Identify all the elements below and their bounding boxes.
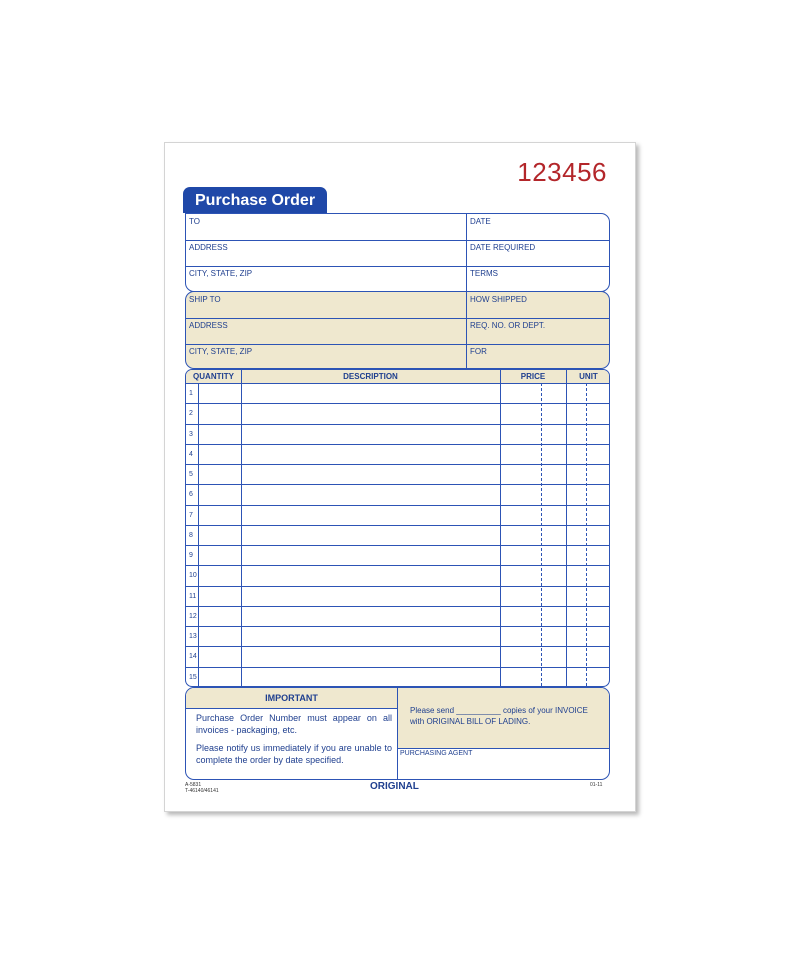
table-row[interactable] bbox=[186, 506, 609, 526]
table-row[interactable] bbox=[186, 587, 609, 607]
ship-to-label: SHIP TO bbox=[189, 295, 221, 304]
row-number: 12 bbox=[189, 612, 197, 620]
product-code: T-46140/46141 bbox=[185, 788, 219, 794]
table-row[interactable] bbox=[186, 404, 609, 424]
table-row[interactable] bbox=[186, 668, 609, 688]
row-number: 15 bbox=[189, 673, 197, 681]
row-number: 5 bbox=[189, 471, 193, 478]
ship-to-section bbox=[185, 291, 610, 369]
req-no-label: REQ. NO. OR DEPT. bbox=[470, 321, 546, 330]
how-shipped-label: HOW SHIPPED bbox=[470, 295, 527, 304]
important-text-2: Please notify us immediately if you are unable to complete the order by date specified. bbox=[196, 743, 392, 765]
row-number: 4 bbox=[189, 450, 193, 458]
to-row[interactable] bbox=[186, 214, 609, 241]
quantity-header: QUANTITY bbox=[186, 370, 241, 383]
ship-address-label: ADDRESS bbox=[189, 321, 228, 330]
city-state-zip-row[interactable] bbox=[186, 266, 609, 292]
revision-code: 01-11 bbox=[590, 782, 603, 788]
notes-section bbox=[185, 687, 610, 780]
row-number: 1 bbox=[189, 390, 193, 397]
form-code: A-5831 bbox=[185, 782, 202, 788]
table-row[interactable] bbox=[186, 384, 609, 404]
important-heading: IMPORTANT bbox=[186, 688, 397, 709]
ship-city-row[interactable] bbox=[186, 344, 609, 369]
row-number: 14 bbox=[189, 653, 197, 661]
row-number: 7 bbox=[189, 511, 193, 519]
form-number: 123456 bbox=[517, 157, 607, 187]
date-label: DATE bbox=[470, 217, 491, 226]
table-row[interactable] bbox=[186, 647, 609, 667]
row-number: 6 bbox=[189, 491, 193, 499]
row-number: 3 bbox=[189, 430, 193, 438]
row-number: 8 bbox=[189, 531, 193, 539]
ship-city-label: CITY, STATE, ZIP bbox=[189, 347, 253, 356]
form-title: Purchase Order bbox=[183, 187, 327, 213]
row-number: 2 bbox=[189, 410, 193, 418]
description-header: DESCRIPTION bbox=[241, 370, 500, 383]
row-number: 11 bbox=[189, 592, 197, 600]
purchasing-agent-field[interactable] bbox=[397, 748, 609, 779]
table-row[interactable] bbox=[186, 465, 609, 485]
ship-address-row[interactable] bbox=[186, 318, 609, 345]
row-number: 9 bbox=[189, 552, 193, 559]
table-row[interactable] bbox=[186, 485, 609, 505]
table-row[interactable] bbox=[186, 425, 609, 445]
table-row[interactable] bbox=[186, 546, 609, 566]
items-table bbox=[185, 369, 610, 687]
city-state-zip-label: CITY, STATE, ZIP bbox=[189, 269, 253, 278]
to-label: TO bbox=[189, 217, 200, 226]
ship-to-row[interactable] bbox=[186, 292, 609, 319]
date-required-label: DATE REQUIRED bbox=[470, 243, 536, 252]
address-row[interactable] bbox=[186, 240, 609, 267]
row-number: 13 bbox=[189, 633, 197, 640]
bill-to-section bbox=[185, 213, 610, 292]
table-row[interactable] bbox=[186, 627, 609, 647]
important-text-1: Purchase Order Number must appear on all invoices - packaging, etc. bbox=[196, 713, 392, 735]
terms-label: TERMS bbox=[470, 269, 498, 278]
address-label: ADDRESS bbox=[189, 243, 228, 252]
price-header: PRICE bbox=[500, 370, 566, 383]
copy-label: ORIGINAL bbox=[370, 781, 419, 792]
invoice-note-area[interactable] bbox=[397, 688, 609, 749]
invoice-note-text: Please send __________ copies of your INVOICE with ORIGINAL BILL OF LADING. bbox=[410, 706, 588, 726]
table-row[interactable] bbox=[186, 445, 609, 465]
purchasing-agent-label: PURCHASING AGENT bbox=[400, 750, 473, 757]
unit-header: UNIT bbox=[566, 370, 610, 383]
purchase-order-form bbox=[164, 142, 636, 812]
row-number: 10 bbox=[189, 572, 197, 580]
for-label: FOR bbox=[470, 347, 487, 356]
table-row[interactable] bbox=[186, 607, 609, 627]
table-row[interactable] bbox=[186, 526, 609, 546]
table-row[interactable] bbox=[186, 566, 609, 586]
